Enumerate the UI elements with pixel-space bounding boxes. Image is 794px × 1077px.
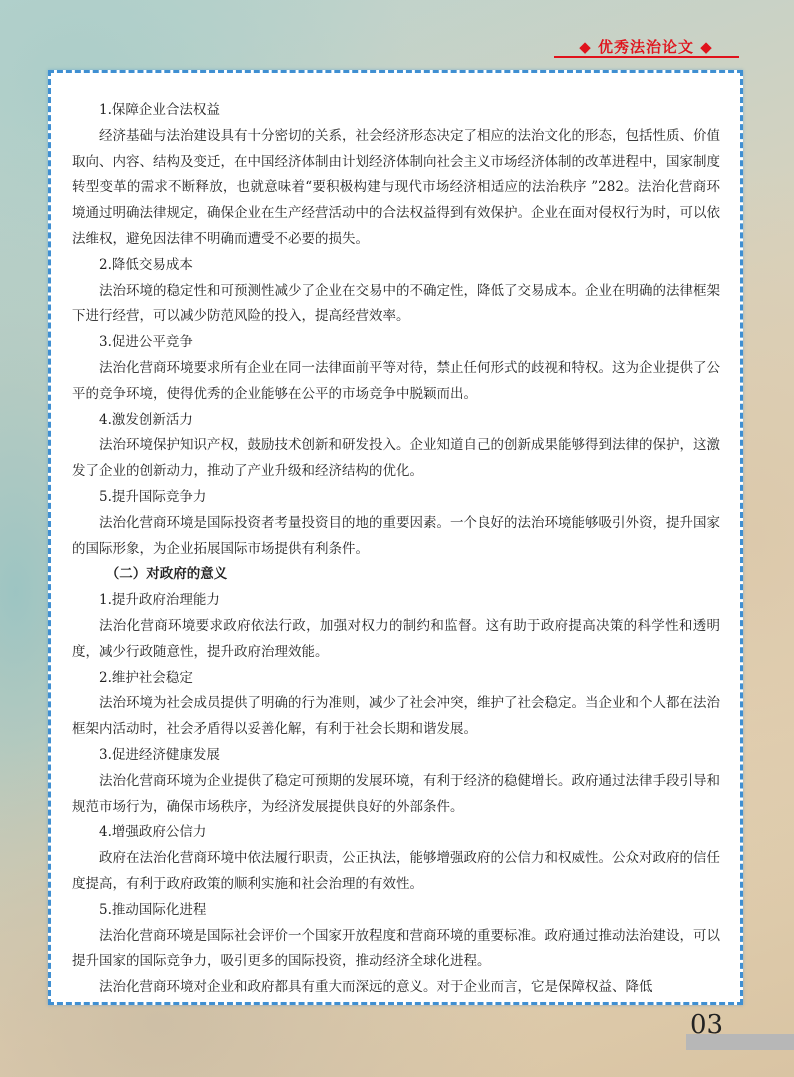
body-paragraph: 法治化营商环境对企业和政府都具有重大而深远的意义。对于企业而言，它是保障权益、降低: [99, 979, 653, 996]
subsection-heading: 1.保障企业合法权益: [99, 102, 220, 118]
subsection-heading: 5.提升国际竞争力: [99, 488, 207, 505]
header-underline: [554, 56, 739, 58]
subsection-heading: 5.推动国际化进程: [99, 901, 207, 918]
body-paragraph: 法治化营商环境要求政府依法行政，加强对权力的制约和监督。这有助于政府提高决策的科学性和透明度，减少行政随意性，提升政府治理效能。: [72, 617, 720, 660]
subsection-heading: 3.促进经济健康发展: [99, 746, 220, 763]
page-number: 03: [690, 1010, 724, 1040]
body-paragraph: 法治化营商环境要求所有企业在同一法律面前平等对待，禁止任何形式的歧视和特权。这为企业提供了公平的竞争环境，使得优秀的企业能够在公平的市场竞争中脱颖而出。: [72, 359, 720, 402]
subsection-heading: 4.激发创新活力: [99, 411, 193, 428]
subsection-heading: 4.增强政府公信力: [99, 824, 207, 841]
body-paragraph: 法治环境的稳定性和可预测性减少了企业在交易中的不确定性，降低了交易成本。企业在明确的法律框架下进行经营，可以减少防范风险的投入，提高经营效率。: [72, 282, 720, 325]
section-header-label: ◆ 优秀法治论文 ◆: [579, 38, 713, 56]
subsection-heading: 2.维护社会稳定: [99, 669, 193, 686]
body-paragraph: 法治化营商环境是国际投资者考量投资目的地的重要因素。一个良好的法治环境能够吸引外资，提升国家的国际形象，为企业拓展国际市场提供有利条件。: [72, 514, 720, 557]
body-paragraph: 法治环境为社会成员提供了明确的行为准则，减少了社会冲突，维护了社会稳定。当企业和个人都在法治框架内活动时，社会矛盾得以妥善化解，有利于社会长期和谐发展。: [72, 695, 720, 738]
body-paragraph: 法治化营商环境是国际社会评价一个国家开放程度和营商环境的重要标准。政府通过推动法治建设，可以提升国家的国际竞争力，吸引更多的国际投资，推动经济全球化进程。: [72, 927, 720, 970]
body-paragraph: 政府在法治化营商环境中依法履行职责，公正执法，能够增强政府的公信力和权威性。公众对政府的信任度提高，有利于政府政策的顺利实施和社会治理的有效性。: [72, 850, 720, 892]
body-paragraph: 法治化营商环境为企业提供了稳定可预期的发展环境，有利于经济的稳健增长。政府通过法律手段引导和规范市场行为，确保市场秩序，为经济发展提供良好的外部条件。: [72, 772, 720, 815]
subsection-heading: 2.降低交易成本: [99, 256, 193, 273]
article-body: [72, 98, 720, 1001]
section-heading: （二）对政府的意义: [105, 566, 228, 583]
subsection-heading: 3.促进公平竞争: [99, 334, 193, 351]
body-paragraph: 法治环境保护知识产权，鼓励技术创新和研发投入。企业知道自己的创新成果能够得到法律的保护，这激发了企业的创新动力，推动了产业升级和经济结构的优化。: [72, 437, 720, 480]
body-paragraph: 经济基础与法治建设具有十分密切的关系，社会经济形态决定了相应的法治文化的形态，包括性质、价值取向、内容、结构及变迁，在中国经济体制由计划经济体制向社会主义市场经济体制的改革进程中，国家制度转型变革的需求不断释放，也就意味着“要积极构建与现代市场经济相适应的法治秩序 ”282。法治化营商环境通过明确法律规定，确保企业在生产经营活动中的合法权益得到有效保护。企业在面对侵权行为时，可以依法维权，避免因法律不明确而遭受不必要的损失。: [72, 127, 720, 247]
subsection-heading: 1.提升政府治理能力: [99, 592, 220, 609]
